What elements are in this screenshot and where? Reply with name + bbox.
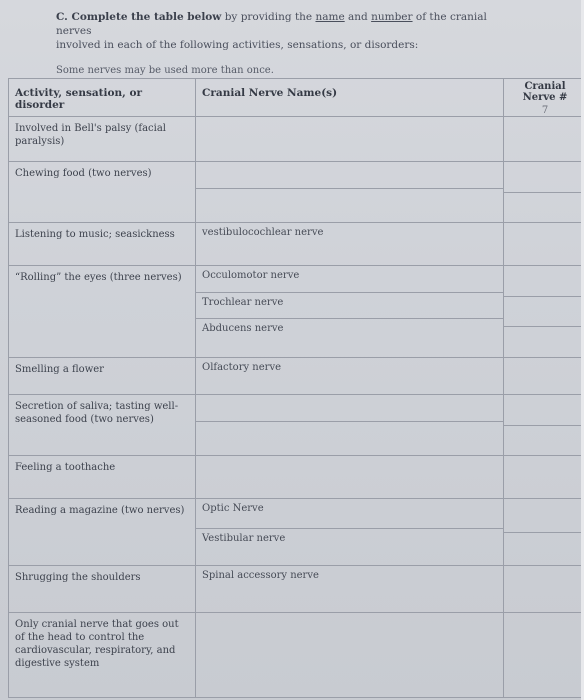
nerve-name-cell[interactable] [196,499,504,566]
nerve-name-cell[interactable] [196,266,504,358]
instructions-block [56,10,516,78]
nerve-number-entry[interactable] [504,425,584,455]
nerve-name-cell[interactable] [196,162,504,223]
activity-cell: Involved in Bell's palsy (facial paralysis) [9,117,196,162]
nerve-name-entry[interactable]: Spinal accessory nerve [202,570,319,581]
table-row [9,566,584,613]
instructions-bold: Complete the table below [71,11,222,23]
nerve-number-entry[interactable] [504,192,584,222]
table-row [9,395,584,456]
instructions-prefix: C. [56,11,72,23]
nerve-number-cell[interactable] [504,395,584,456]
instructions-mid-1: by providing the [221,11,316,23]
nerve-name-cell[interactable] [196,117,504,162]
activity-cell: Only cranial nerve that goes out of the head to control the cardiovascular, respiratory, and digestive system [9,613,196,698]
nerve-name-cell[interactable] [196,358,504,395]
nerve-name-entry[interactable] [196,613,503,693]
nerve-name-entry[interactable]: Abducens nerve [196,318,503,344]
nerve-number-entry[interactable] [504,266,584,296]
nerve-number-entry[interactable] [504,117,584,161]
nerve-number-entry[interactable] [504,162,584,192]
nerve-name-entry[interactable]: Trochlear nerve [196,292,503,318]
nerve-number-cell[interactable] [504,566,584,613]
nerve-number-cell[interactable] [504,266,584,358]
table-row [9,117,584,162]
nerve-number-entry[interactable] [504,358,584,394]
instructions-number-word: number [371,11,413,23]
nerve-number-cell[interactable] [504,456,584,499]
activity-cell: Feeling a toothache [9,456,196,499]
nerve-name-entry[interactable] [196,117,503,157]
table-row [9,456,584,499]
instructions-note: Some nerves may be used more than once. [56,65,274,76]
nerve-name-cell[interactable] [196,223,504,266]
nerve-number-entry[interactable] [504,326,584,356]
nerve-number-cell[interactable] [504,499,584,566]
nerve-name-entry[interactable] [196,162,503,188]
nerve-number-cell[interactable] [504,117,584,162]
table-row [9,266,584,358]
cranial-nerve-table [8,78,584,698]
nerve-name-entry[interactable]: Olfactory nerve [202,362,282,373]
nerve-number-entry[interactable] [504,532,584,565]
nerve-number-cell[interactable] [504,358,584,395]
nerve-name-cell[interactable] [196,566,504,613]
nerve-name-entry[interactable]: vestibulocochlear nerve [202,227,324,238]
activity-cell: Listening to music; seasickness [9,223,196,266]
nerve-number-cell[interactable] [504,223,584,266]
header-nerve-number-example: 7 [541,105,549,116]
table-row [9,223,584,266]
activity-cell: Shrugging the shoulders [9,566,196,613]
instructions-line-1 [56,10,516,38]
header-activity: Activity, sensation, or disorder [9,79,196,117]
nerve-name-entry[interactable] [196,188,503,214]
table-row [9,499,584,566]
nerve-name-cell[interactable] [196,456,504,499]
header-nerve-names: Cranial Nerve Name(s) [196,79,504,117]
nerve-number-entry[interactable] [504,566,584,612]
table-body [9,117,584,698]
table-row [9,162,584,223]
instructions-name-word: name [315,11,345,23]
activity-cell: Reading a magazine (two nerves) [9,499,196,566]
nerve-name-cell[interactable] [196,395,504,456]
nerve-name-entry[interactable] [196,456,503,494]
instructions-mid-2: and [344,11,372,23]
nerve-number-entry[interactable] [504,296,584,326]
activity-cell: “Rolling” the eyes (three nerves) [9,266,196,358]
nerve-number-entry[interactable] [504,395,584,425]
nerve-number-entry[interactable] [504,499,584,532]
activity-cell: Secretion of saliva; tasting well-seasoned food (two nerves) [9,395,196,456]
nerve-number-cell[interactable] [504,613,584,698]
table-header-row [9,79,584,117]
instructions-tail: of the cranial nerves [56,11,487,37]
nerve-name-cell[interactable] [196,613,504,698]
activity-cell: Chewing food (two nerves) [9,162,196,223]
nerve-number-entry[interactable] [504,223,584,265]
nerve-number-cell[interactable] [504,162,584,223]
nerve-name-entry[interactable] [196,421,503,447]
nerve-name-entry[interactable]: Vestibular nerve [196,528,503,557]
table-row [9,613,584,698]
nerve-number-entry[interactable] [504,456,584,498]
nerve-name-entry[interactable] [196,395,503,421]
activity-cell: Smelling a flower [9,358,196,395]
nerve-name-entry[interactable]: Optic Nerve [202,503,264,514]
nerve-name-entry[interactable]: Occulomotor nerve [202,270,300,281]
instructions-line-2: involved in each of the following activities, sensations, or disorders: [56,39,419,51]
header-nerve-number [504,79,584,117]
header-nerve-number-label: Cranial Nerve # [522,81,568,103]
nerve-number-entry[interactable] [504,613,584,697]
table-row [9,358,584,395]
